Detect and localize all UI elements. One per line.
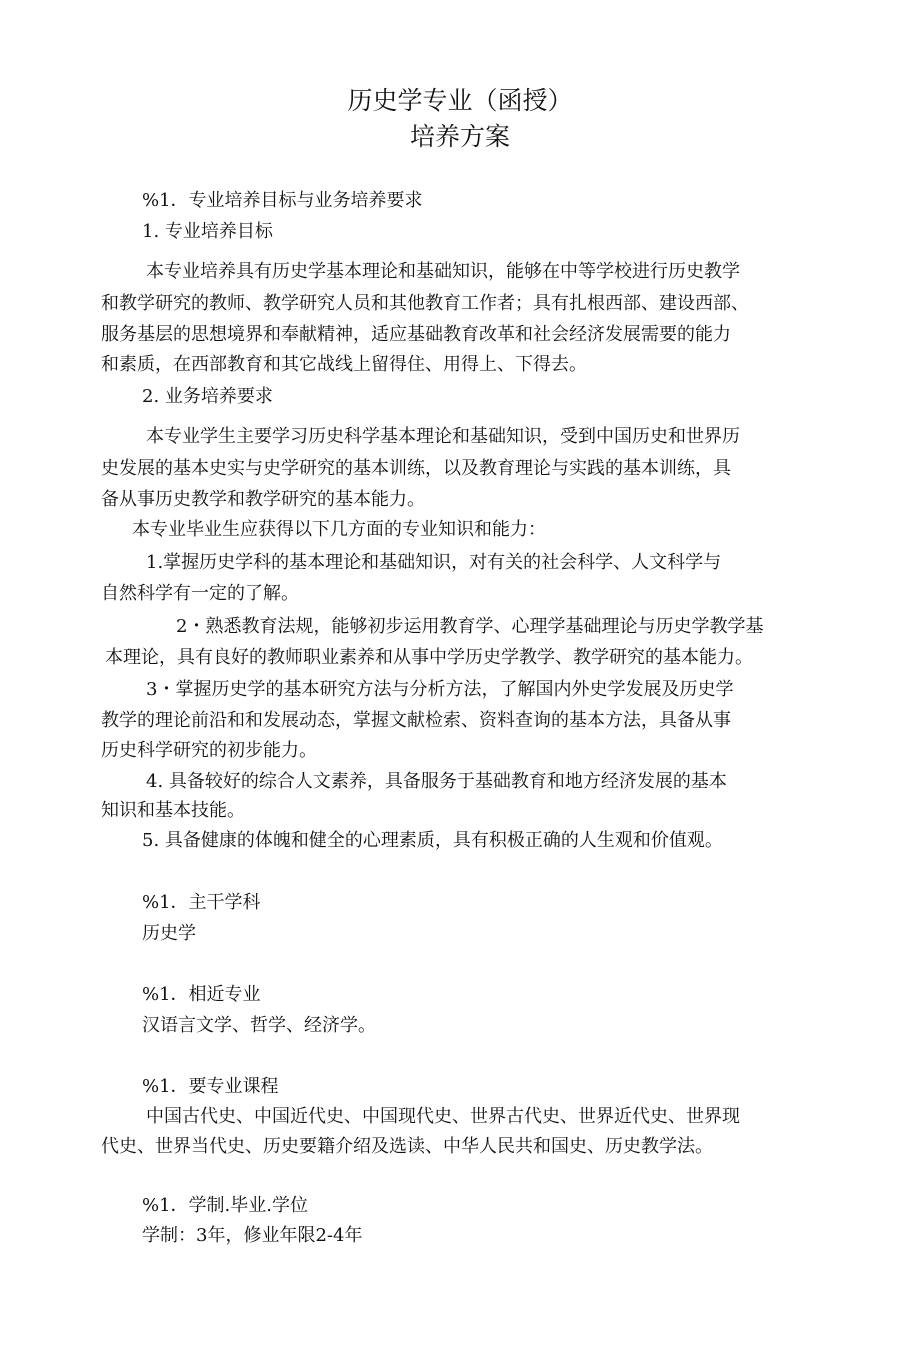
- list-item-4-cont: 知识和基本技能。: [101, 800, 245, 821]
- section-heading-duration: %1．学制.毕业.学位: [142, 1195, 308, 1216]
- subsection-heading-requirements: 2. 业务培养要求: [142, 386, 273, 407]
- section-body-main-discipline: 历史学: [142, 923, 196, 944]
- list-item-5: 5. 具备健康的体魄和健全的心理素质，具有积极正确的人生观和价值观。: [142, 830, 723, 851]
- document-subtitle: 培养方案: [409, 122, 510, 151]
- section-body-duration: 学制：3年，修业年限2-4年: [142, 1225, 363, 1246]
- paragraph-line: 服务基层的思想境界和奉献精神，适应基础教育改革和社会经济发展需要的能力: [101, 324, 731, 345]
- paragraph-line: 本专业培养具有历史学基本理论和基础知识，能够在中等学校进行历史教学: [146, 261, 740, 282]
- paragraph-line: 史发展的基本史实与史学研究的基本训练，以及教育理论与实践的基本训练，具: [101, 458, 731, 479]
- list-item-2: 2・熟悉教育法规，能够初步运用教育学、心理学基础理论与历史学教学基: [176, 616, 764, 637]
- paragraph-line: 和教学研究的教师、教学研究人员和其他教育工作者；具有扎根西部、建设西部、: [101, 293, 749, 314]
- paragraph-line: 本专业毕业生应获得以下几方面的专业知识和能力：: [132, 519, 546, 540]
- section-body-related-majors: 汉语言文学、哲学、经济学。: [142, 1015, 376, 1036]
- section-heading-main-discipline: %1．主干学科: [142, 892, 261, 913]
- list-item-1: 1.掌握历史学科的基本理论和基础知识，对有关的社会科学、人文科学与: [146, 552, 722, 573]
- subsection-heading-goal: 1. 专业培养目标: [142, 221, 273, 242]
- paragraph-line: 本专业学生主要学习历史科学基本理论和基础知识，受到中国历史和世界历: [146, 426, 740, 447]
- list-item-3: 3・掌握历史学的基本研究方法与分析方法，了解国内外史学发展及历史学: [146, 679, 734, 700]
- section-heading-courses: %1．要专业课程: [142, 1076, 279, 1097]
- list-item-1-cont: 自然科学有一定的了解。: [101, 583, 299, 604]
- section-heading-objectives: %1．专业培养目标与业务培养要求: [142, 190, 423, 211]
- list-item-2-cont: 本理论，具有良好的教师职业素养和从事中学历史学教学、教学研究的基本能力。: [105, 647, 753, 668]
- section-heading-related-majors: %1．相近专业: [142, 984, 261, 1005]
- list-item-3-cont: 教学的理论前沿和和发展动态，掌握文献检索、资料查询的基本方法，具备从事: [101, 710, 731, 731]
- list-item-3-cont: 历史科学研究的初步能力。: [101, 740, 317, 761]
- paragraph-line: 代史、世界当代史、历史要籍介绍及选读、中华人民共和国史、历史教学法。: [101, 1136, 713, 1157]
- paragraph-line: 中国古代史、中国近代史、中国现代史、世界古代史、世界近代史、世界现: [146, 1106, 740, 1127]
- paragraph-line: 备从事历史教学和教学研究的基本能力。: [101, 489, 425, 510]
- list-item-4: 4. 具备较好的综合人文素养，具备服务于基础教育和地方经济发展的基本: [146, 771, 727, 792]
- document-title: 历史学专业（函授）: [347, 86, 573, 115]
- paragraph-line: 和素质，在西部教育和其它战线上留得住、用得上、下得去。: [101, 354, 587, 375]
